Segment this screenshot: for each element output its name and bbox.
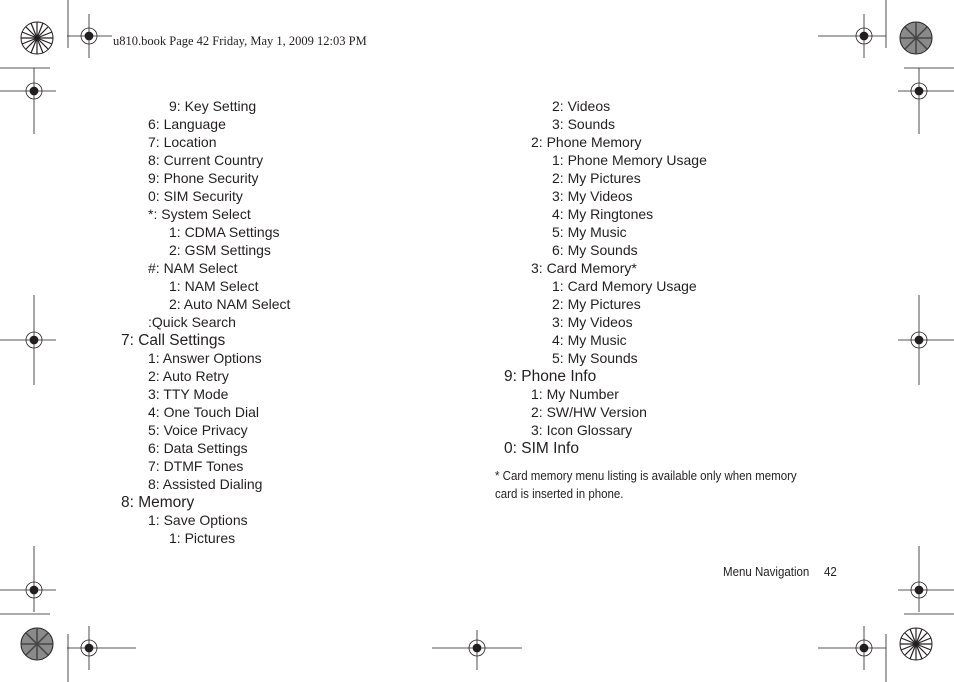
- menu-item: 9: Phone Security: [148, 170, 259, 186]
- menu-item: 4: My Ringtones: [552, 206, 654, 222]
- menu-item: 0: SIM Security: [148, 188, 243, 204]
- footnote: * Card memory menu listing is available only when memory card is inserted in phone.: [495, 469, 797, 501]
- menu-item: 3: Card Memory*: [531, 260, 637, 276]
- menu-item: 2: Videos: [552, 98, 611, 114]
- registration-target-top-right-inner: [818, 14, 886, 58]
- menu-item: 1: Phone Memory Usage: [552, 152, 707, 168]
- menu-item: 5: Voice Privacy: [148, 422, 248, 438]
- menu-item: 1: Answer Options: [148, 350, 262, 366]
- menu-item: 2: My Pictures: [552, 170, 641, 186]
- menu-item: 3: Icon Glossary: [531, 422, 633, 438]
- menu-item: 0: SIM Info: [504, 440, 579, 457]
- menu-item: 5: My Sounds: [552, 350, 638, 366]
- page-number: 42: [824, 565, 837, 579]
- menu-item: 2: Auto NAM Select: [169, 296, 291, 312]
- menu-item: 4: One Touch Dial: [148, 404, 260, 420]
- color-wheel-top-right: [900, 22, 932, 54]
- registration-target-left-upper: [0, 68, 56, 134]
- menu-item: 4: My Music: [552, 332, 627, 348]
- menu-item: 3: My Videos: [552, 314, 633, 330]
- menu-item: 2: GSM Settings: [169, 242, 271, 258]
- menu-item: 3: TTY Mode: [148, 386, 229, 402]
- menu-item: 7: Location: [148, 134, 217, 150]
- menu-item: 1: Save Options: [148, 512, 248, 528]
- menu-item: 3: Sounds: [552, 116, 616, 132]
- menu-item: 8: Assisted Dialing: [148, 476, 263, 492]
- print-header: u810.book Page 42 Friday, May 1, 2009 12:03 PM: [113, 34, 367, 48]
- menu-item: 7: DTMF Tones: [148, 458, 244, 474]
- menu-item: 1: Pictures: [169, 530, 236, 546]
- menu-item: 8: Current Country: [148, 152, 264, 168]
- registration-target-left-lower: [0, 546, 56, 612]
- menu-list-right: [504, 97, 707, 457]
- menu-item: 9: Key Setting: [169, 98, 257, 114]
- registration-target-left-middle: [0, 295, 56, 385]
- menu-item: 2: SW/HW Version: [531, 404, 647, 420]
- menu-item: 2: Phone Memory: [531, 134, 642, 150]
- menu-item: :Quick Search: [148, 314, 236, 330]
- registration-target-right-lower: [898, 546, 954, 612]
- registration-target-right-middle: [898, 295, 954, 385]
- menu-item: 6: Data Settings: [148, 440, 248, 456]
- color-wheel-bottom-left: [21, 628, 53, 660]
- registration-target-bottom-right-inner: [818, 626, 886, 670]
- menu-list-left: [121, 97, 290, 547]
- registration-target-bottom-left-inner: [67, 626, 136, 670]
- menu-item: 2: Auto Retry: [148, 368, 229, 384]
- menu-item: 8: Memory: [121, 494, 195, 511]
- menu-item: #: NAM Select: [148, 260, 238, 276]
- color-wheel-top-left: [21, 22, 53, 54]
- menu-item: 1: CDMA Settings: [169, 224, 280, 240]
- color-wheel-bottom-right: [900, 628, 932, 660]
- menu-item: 7: Call Settings: [121, 332, 226, 349]
- menu-item: *: System Select: [148, 206, 251, 222]
- menu-item: 6: Language: [148, 116, 226, 132]
- registration-target-right-upper: [898, 68, 954, 134]
- registration-target-top-left-inner: [67, 14, 112, 58]
- registration-target-bottom-center: [432, 630, 522, 670]
- menu-item: 3: My Videos: [552, 188, 633, 204]
- menu-item: 9: Phone Info: [504, 368, 597, 385]
- menu-item: 6: My Sounds: [552, 242, 638, 258]
- menu-item: 5: My Music: [552, 224, 627, 240]
- footer-section-title: Menu Navigation: [723, 565, 810, 579]
- menu-item: 1: NAM Select: [169, 278, 259, 294]
- menu-item: 1: My Number: [531, 386, 619, 402]
- menu-item: 1: Card Memory Usage: [552, 278, 697, 294]
- menu-item: 2: My Pictures: [552, 296, 641, 312]
